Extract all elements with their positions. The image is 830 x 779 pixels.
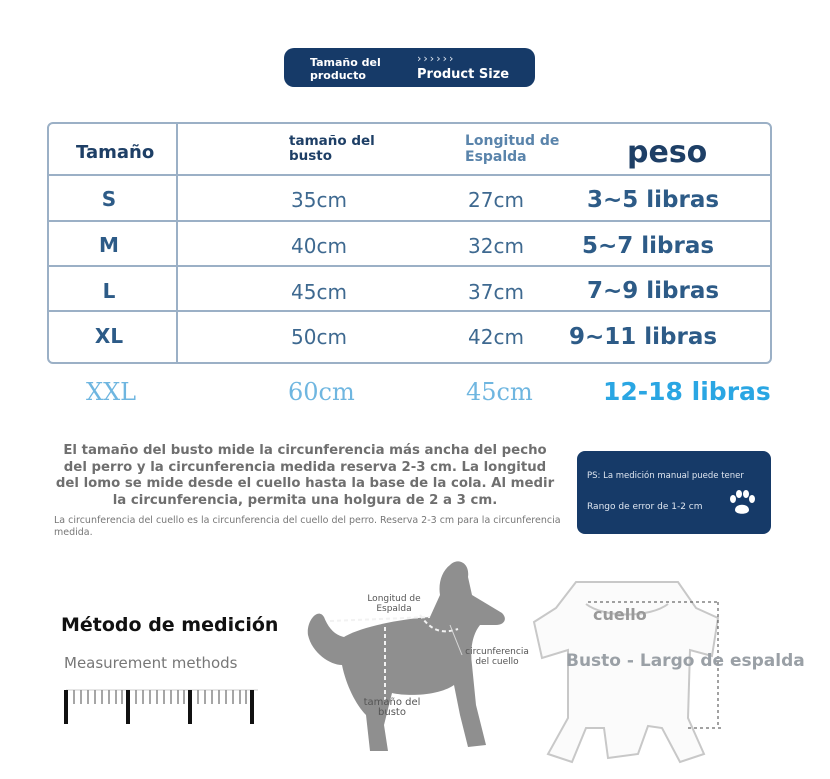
xxl-size: XXL — [86, 378, 137, 406]
dog-label-chest: tamaño del busto — [363, 697, 421, 718]
table-row-weight: 9~11 libras — [569, 324, 718, 350]
table-row-weight: 7~9 libras — [587, 278, 720, 304]
xxl-weight: 12-18 libras — [603, 377, 771, 406]
xxl-chest: 60cm — [288, 378, 355, 406]
header-chest: tamaño del busto — [289, 133, 375, 164]
banner-subtitle: Tamaño del producto — [310, 56, 381, 82]
row-divider — [49, 174, 770, 176]
garment-label-neck: cuello — [593, 605, 647, 624]
header-weight: peso — [627, 135, 708, 170]
dog-label-back: Longitud de Espalda — [367, 594, 421, 614]
banner-title: Product Size — [417, 67, 510, 82]
row-divider — [49, 310, 770, 312]
ps-line-2: Rango de error de 1-2 cm — [587, 502, 703, 512]
table-row-weight: 5~7 libras — [582, 233, 715, 259]
tape-measure-icon — [62, 684, 262, 726]
header-size: Tamaño — [76, 142, 155, 163]
chevron-arrows-icon: ›››››› — [417, 52, 456, 65]
ps-line-1: PS: La medición manual puede tener — [587, 471, 744, 481]
product-size-banner — [284, 48, 535, 87]
table-row-chest: 45cm — [291, 280, 347, 304]
method-subtitle: Measurement methods — [64, 654, 238, 672]
table-row-weight: 3~5 libras — [587, 187, 720, 213]
row-divider — [49, 220, 770, 222]
table-row-size: S — [101, 187, 117, 211]
table-row-back: 27cm — [468, 188, 524, 212]
table-row-back: 42cm — [468, 325, 524, 349]
table-row-chest: 40cm — [291, 234, 347, 258]
header-back-length: Longitud de Espalda — [465, 133, 560, 165]
table-row-chest: 35cm — [291, 188, 347, 212]
table-row-back: 32cm — [468, 234, 524, 258]
table-row-size: L — [102, 279, 116, 303]
xxl-back: 45cm — [466, 378, 533, 406]
neck-description: La circunferencia del cuello es la circunferencia del cuello del perro. Reserva 2-3 cm para la circunferencia medida. — [54, 515, 561, 538]
row-divider — [49, 265, 770, 267]
table-row-size: XL — [94, 324, 124, 348]
column-divider — [176, 124, 178, 362]
dog-label-neck: circunferencia del cuello — [465, 647, 529, 667]
garment-label-chest-back: Busto - Largo de espalda — [566, 651, 805, 671]
method-title: Método de medición — [61, 614, 279, 636]
table-row-size: M — [99, 233, 119, 257]
paw-icon — [727, 488, 757, 518]
table-row-back: 37cm — [468, 280, 524, 304]
table-row-chest: 50cm — [291, 325, 347, 349]
ps-note-box — [577, 451, 771, 534]
size-table — [47, 122, 772, 364]
measurement-description: El tamaño del busto mide la circunferencia más ancha del pecho del perro y la circunferencia medida reserva 2-3 cm. La longitud del lomo se mide desde el cuello hasta la base de la cola. Al medir la circunferencia, permita una holgura de 2 a 3 cm. — [55, 443, 555, 508]
